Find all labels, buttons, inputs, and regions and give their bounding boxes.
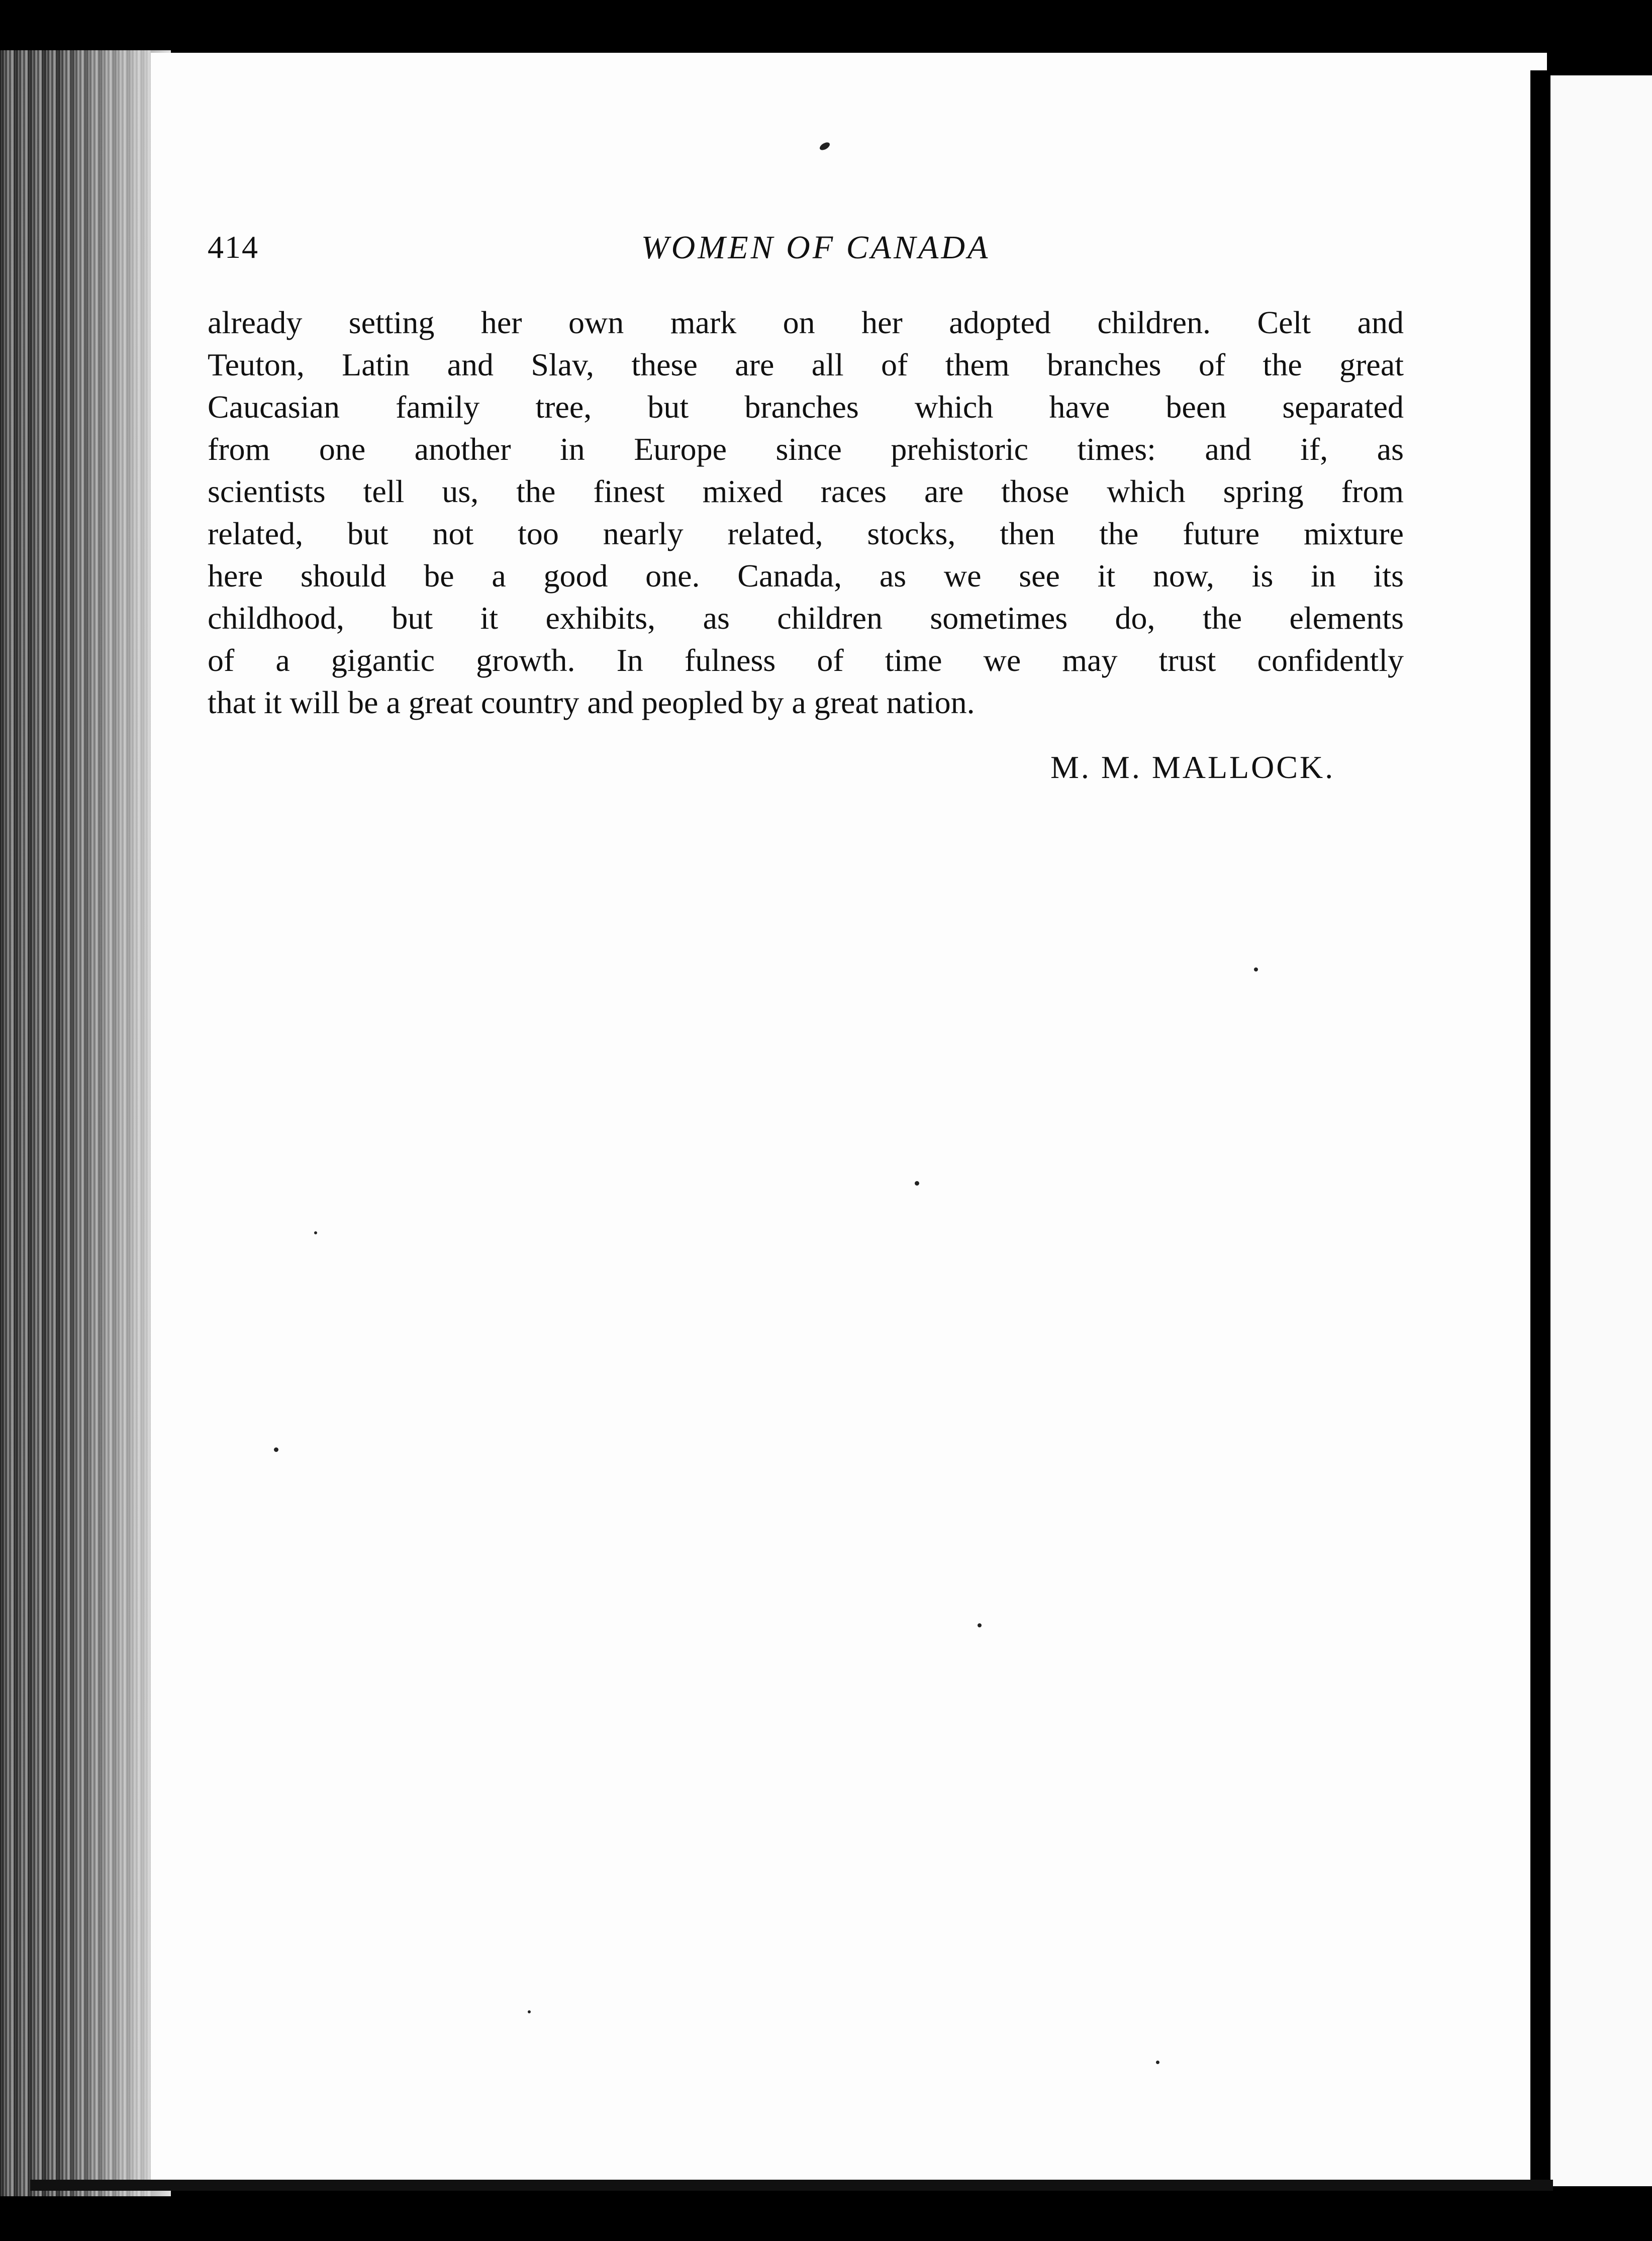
text-line: childhood, but it exhibits, as children sometimes do, the elements [208, 600, 1404, 636]
text-line: here should be a good one. Canada, as we see it now, is in its [208, 558, 1404, 594]
body-paragraph [208, 302, 1404, 724]
scan-speck [528, 2010, 531, 2013]
running-title: WOMEN OF CANADA [641, 229, 991, 266]
text-line: already setting her own mark on her adopted children. Celt and [208, 305, 1404, 340]
text-line: related, but not too nearly related, stocks, then the future mixture [208, 516, 1404, 551]
page-number: 414 [208, 229, 259, 265]
scan-speck [1254, 967, 1258, 971]
text-line: that it will be a great country and peopled by a great nation. [208, 685, 975, 720]
scan-speck [1156, 2061, 1159, 2064]
author-signature: M. M. MALLOCK. [1050, 749, 1335, 785]
bottom-page-edge [30, 2180, 1553, 2191]
text-line: of a gigantic growth. In fulness of time we may trust confidently [208, 642, 1404, 678]
text-line: from one another in Europe since prehistoric times: and if, as [208, 431, 1404, 467]
scan-speck [274, 1447, 278, 1452]
scan-speck [915, 1181, 919, 1186]
right-margin-strip [1550, 75, 1652, 2186]
running-header [208, 229, 1424, 279]
scan-speck [978, 1623, 982, 1627]
right-page-edge [1530, 70, 1550, 2191]
text-line: Caucasian family tree, but branches which have been separated [208, 389, 1404, 425]
scan-speck [314, 1231, 317, 1234]
text-line: scientists tell us, the finest mixed races are those which spring from [208, 473, 1404, 509]
text-line: Teuton, Latin and Slav, these are all of them branches of the great [208, 347, 1404, 382]
